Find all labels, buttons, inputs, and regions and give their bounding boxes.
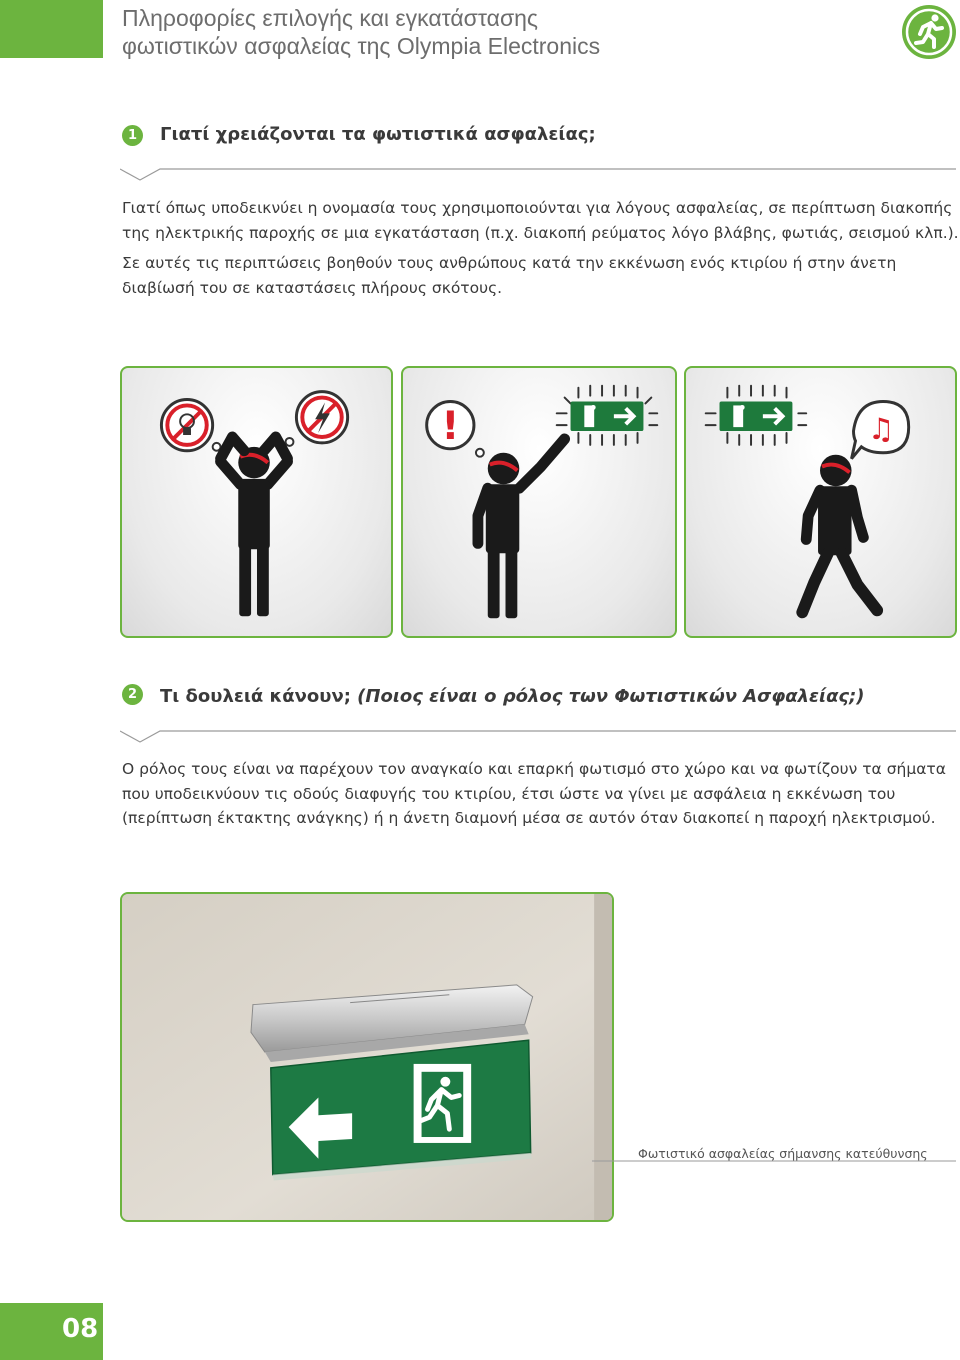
- page-number: 08: [62, 1314, 99, 1344]
- caption-underline: [592, 1160, 956, 1162]
- section-1-number: 1: [122, 125, 143, 146]
- page-title: [122, 4, 600, 60]
- illustration-panel-blackout: [120, 366, 393, 638]
- section-2-divider: [120, 730, 956, 744]
- section-1-paragraph-1: Γιατί όπως υποδεικνύει η ονομασία τους χρησιμοποιούνται για λόγους ασφαλείας, σε περίπτωση διακοπής της ηλεκτρικής παροχής σε μια εγκατάσταση (π.χ. διακοπή ρεύματος λόγο βλάβης, φωτιάς, σεισμού κλπ.).: [122, 199, 959, 242]
- svg-text:!: !: [441, 402, 460, 449]
- section-1-title: Γιατί χρειάζονται τα φωτιστικά ασφαλείας;: [160, 124, 596, 145]
- no-light-bulb-icon: [161, 400, 212, 451]
- section-1-text: [122, 196, 960, 300]
- exit-sign-icon: [557, 386, 658, 445]
- section-2-number: 2: [122, 684, 143, 705]
- section-2-paragraph: Ο ρόλος τους είναι να παρέχουν τον αναγκαίο και επαρκή φωτισμό στο χώρο και να φωτίζουν τα σήματα που υποδεικνύουν τις οδούς διαφυγής του κτιρίου, έτσι ώστε να γίνει με ασφάλεια η εκκένωση του (περίπτωση έκτακτης ανάγκης) ή η άνετη διαμονή μέσα σε αυτόν όταν διακοπεί η παροχή ηλεκτρισμού.: [122, 760, 946, 828]
- section-2-text: [122, 757, 960, 831]
- page-title-line1: Πληροφορίες επιλογής και εγκατάστασης: [122, 5, 539, 31]
- confused-person-figure: [221, 437, 288, 616]
- section-2-title: [160, 686, 865, 707]
- svg-text:♫: ♫: [867, 411, 895, 446]
- pointing-person-figure: [478, 439, 565, 618]
- music-note-icon: [852, 402, 909, 459]
- section-2-title-italic: (Ποιος είναι ο ρόλος των Φωτιστικών Ασφαλείας;): [357, 686, 865, 707]
- exclamation-icon: [427, 402, 474, 449]
- exit-sign-icon: [706, 386, 807, 445]
- section-1-divider: [120, 168, 956, 182]
- illustration-panel-exit-sign: [401, 366, 677, 638]
- no-electricity-icon: [296, 392, 347, 443]
- photo-caption: Φωτιστικό ασφαλείας σήμανσης κατεύθυνσης: [638, 1146, 928, 1161]
- section-1-paragraph-2: Σε αυτές τις περιπτώσεις βοηθούν τους ανθρώπους κατά την εκκένωση ενός κτιρίου ή στην άνετη διαβίωσή του σε καταστάσεις πλήρους σκότους.: [122, 254, 897, 297]
- header-accent-bar: [0, 0, 103, 58]
- section-2-title-main: Τι δουλειά κάνουν;: [160, 686, 358, 707]
- illustration-panel-evacuation: [684, 366, 957, 638]
- walking-person-figure: [802, 455, 877, 613]
- exit-sign-luminaire-photo: [120, 892, 614, 1222]
- page-title-line2: φωτιστικών ασφαλείας της Olympia Electronics: [122, 33, 601, 59]
- running-man-icon: [901, 4, 957, 60]
